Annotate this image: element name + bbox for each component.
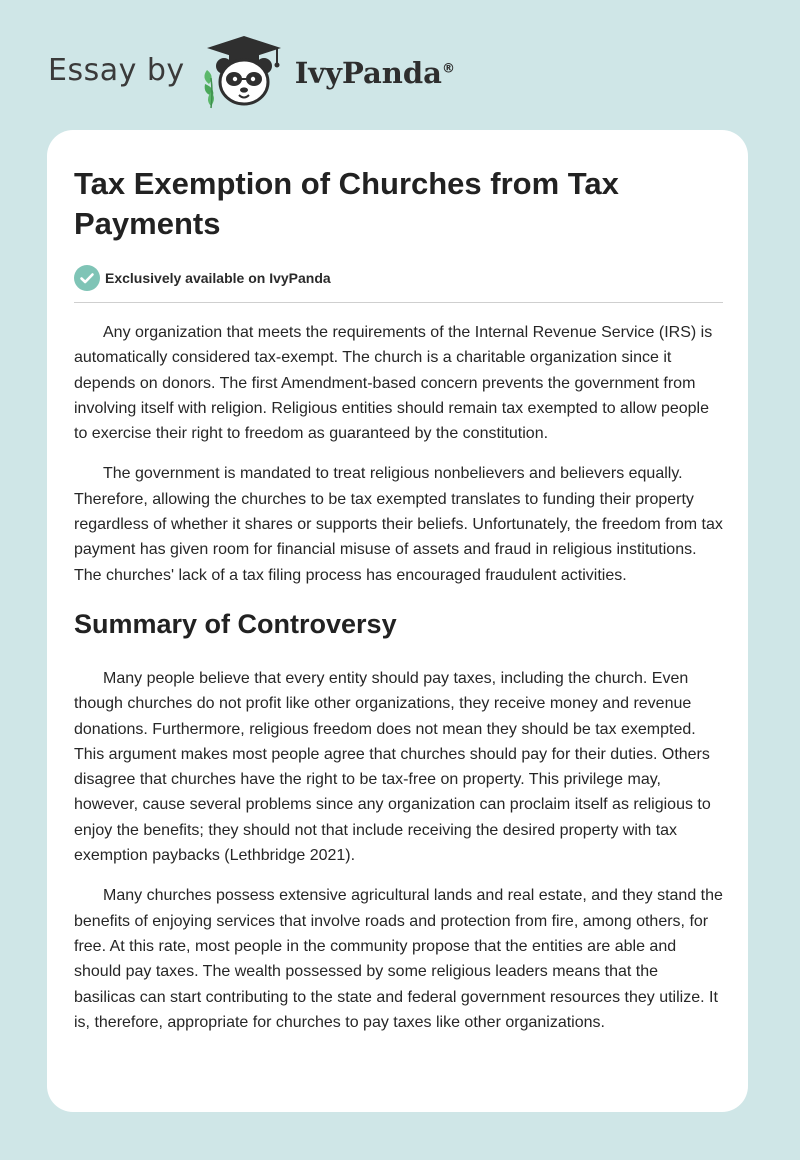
check-circle-icon: [74, 265, 100, 291]
brand-text: IvyPanda: [294, 56, 442, 90]
site-header: [48, 34, 455, 110]
registered-mark: ®: [441, 61, 455, 77]
essay-title: Tax Exemption of Churches from Tax Payments: [74, 166, 619, 241]
paragraph: Many churches possess extensive agricultural lands and real estate, and they stand the benefits of enjoying services that involve roads and protection from fire, among others, for free. At this rate, most people in the community propose that the entities are able and should pay taxes. The wealth possessed by some religious leaders means that the basilicas can start contributing to the state and federal government resources they utilize. It is, therefore, appropriate for churches to pay taxes like other organizations.: [74, 887, 723, 1031]
paragraph: The government is mandated to treat religious nonbelievers and believers equally. Therefore, allowing the churches to be tax exempted translates to funding their property regardless of whether it shares or supports their beliefs. Unfortunately, the freedom from tax payment has given room for financial misuse of assets and fraud in religious institutions. The churches' lack of a tax filing process has encouraged fraudulent activities.: [74, 465, 723, 584]
brand-name[interactable]: [295, 56, 455, 90]
section-heading: Summary of Controversy: [74, 608, 397, 639]
panda-logo-icon[interactable]: [199, 34, 289, 110]
paragraph: Many people believe that every entity should pay taxes, including the church. Even though churches do not profit like other organizations, they receive money and revenue donations. Furthermore, religious freedom does not mean they should be tax exempted. This argument makes most people agree that churches should pay for their duties. Others disagree that churches have the right to be tax-free on property. This privilege may, however, cause several problems since any organization can proclaim itself as religious to enjoy the benefits; they should not that include receiving the desired property with tax exemption paybacks (Lethbridge 2021).: [74, 669, 711, 865]
paragraph: Any organization that meets the requirements of the Internal Revenue Service (IRS) is automatically considered tax-exempt. The church is a charitable organization since it depends on donors. The first Amendment-based concern prevents the government from involving itself with religion. Religious entities should remain tax exempted to allow people to exercise their right to freedom as guaranteed by the constitution.: [74, 324, 713, 443]
essay-card: [47, 130, 748, 1112]
title-divider: [74, 302, 723, 303]
essay-by-label: Essay by: [48, 52, 185, 88]
exclusive-badge-text: Exclusively available on IvyPanda: [105, 270, 331, 286]
exclusive-badge: [74, 264, 723, 292]
essay-content: [74, 164, 723, 1035]
